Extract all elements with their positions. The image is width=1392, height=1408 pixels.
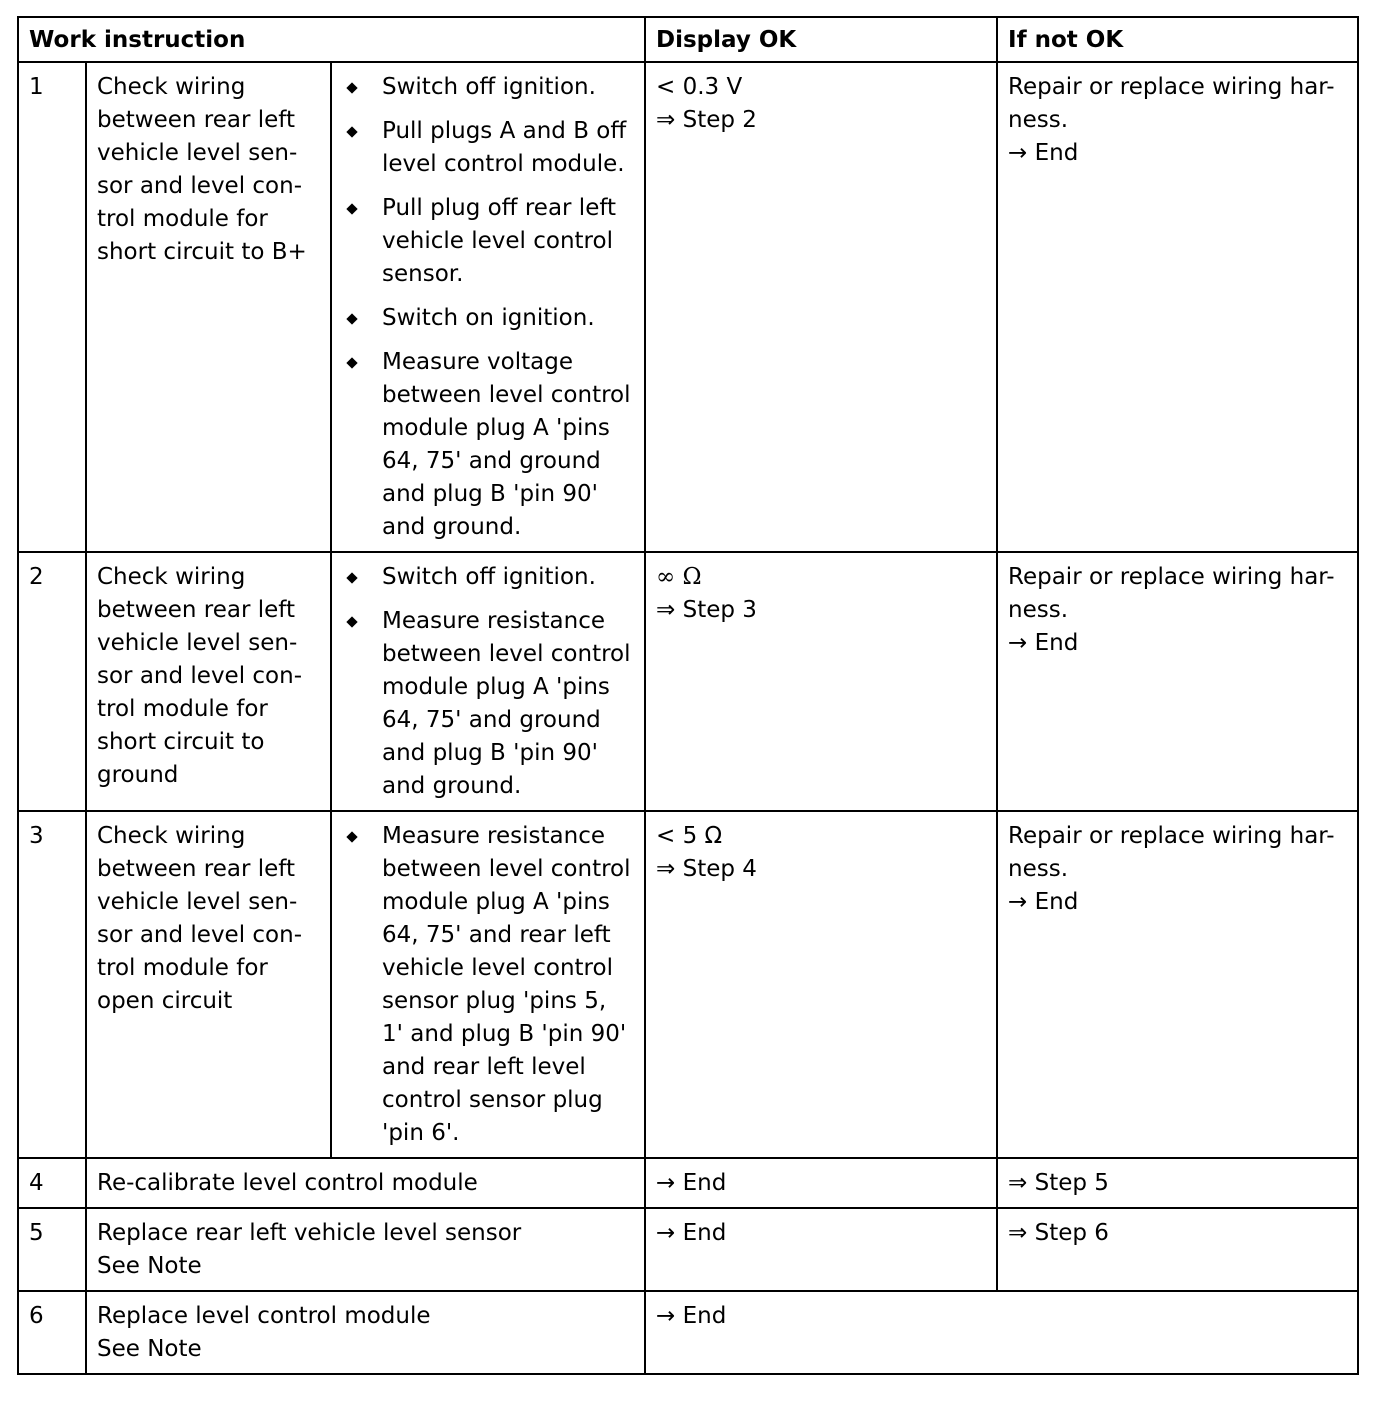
bullet-line: 1' and plug B 'pin 90' [382,1021,627,1047]
instruction-cell [86,1158,645,1208]
check-line: between rear left [97,856,295,882]
bullet-item [344,346,634,544]
if-not-ok-line: Repair or replace wiring har- [1008,823,1335,849]
bullet-line: 'pin 6'. [382,1120,460,1146]
instruction-line: Replace rear left vehicle level sensor [97,1220,522,1246]
table-row [18,62,1358,552]
display-ok-cell [645,811,997,1158]
diamond-bullet-icon [346,126,357,137]
bullet-list [344,820,634,1150]
check-line: vehicle level sen- [97,140,298,166]
procedure-steps [331,62,645,552]
diamond-bullet-icon [346,203,357,214]
if-not-ok-line: ness. [1008,856,1069,882]
diamond-bullet-icon [346,82,357,93]
bullet-line: and ground. [382,514,522,540]
step-number: 2 [18,552,86,811]
bullet-line: between level control [382,856,631,882]
bullet-item [344,820,634,1150]
bullet-item [344,561,634,594]
bullet-line: and ground. [382,773,522,799]
bullet-line: and plug B 'pin 90' [382,740,598,766]
bullet-line: module plug A 'pins [382,415,610,441]
bullet-line: Measure voltage [382,349,573,375]
bullet-line: between level control [382,641,631,667]
check-line: between rear left [97,597,295,623]
check-line: trol module for [97,206,268,232]
if-not-ok-line: ⇒ Step 5 [1008,1170,1109,1196]
bullet-line: Switch on ignition. [382,305,595,331]
display-ok-next-step: ⇒ Step 2 [656,107,757,133]
if-not-ok-cell [997,1208,1358,1291]
instruction-cell [86,1291,645,1374]
check-line: sor and level con- [97,173,303,199]
instruction-cell [86,1208,645,1291]
step-number: 5 [18,1208,86,1291]
display-ok-cell [645,552,997,811]
display-ok-next-step: → End [656,1220,727,1246]
check-line: vehicle level sen- [97,630,298,656]
check-description [86,62,331,552]
check-line: Check wiring [97,564,246,590]
display-ok-value: ∞ Ω [656,564,702,590]
bullet-line: level control module. [382,151,625,177]
step-number: 6 [18,1291,86,1374]
bullet-item [344,605,634,803]
see-note-reference: See Note [97,1336,202,1362]
header-display-ok: Display OK [645,17,997,62]
bullet-line: and rear left level [382,1054,586,1080]
diamond-bullet-icon [346,831,357,842]
bullet-line: control sensor plug [382,1087,603,1113]
bullet-list [344,561,634,803]
header-work-instruction: Work instruction [18,17,645,62]
if-not-ok-cell [997,811,1358,1158]
check-line: open circuit [97,988,233,1014]
header-row [18,17,1358,62]
if-not-ok-line: → End [1008,140,1079,166]
table-row [18,1208,1358,1291]
display-ok-value: < 5 Ω [656,823,723,849]
bullet-line: Measure resistance [382,823,606,849]
check-line: short circuit to [97,729,265,755]
display-ok-cell [645,62,997,552]
bullet-item [344,115,634,181]
work-instruction-table [17,16,1359,1375]
table-row [18,811,1358,1158]
if-not-ok-line: ness. [1008,107,1069,133]
bullet-line: Pull plug off rear left [382,195,617,221]
display-ok-next-step: ⇒ Step 4 [656,856,757,882]
if-not-ok-line: ⇒ Step 6 [1008,1220,1109,1246]
check-line: vehicle level sen- [97,889,298,915]
header-if-not-ok: If not OK [997,17,1358,62]
bullet-line: vehicle level control [382,228,613,254]
instruction-line: Replace level control module [97,1303,431,1329]
bullet-item [344,302,634,335]
check-description [86,811,331,1158]
bullet-line: Switch off ignition. [382,74,596,100]
if-not-ok-cell [997,552,1358,811]
bullet-item [344,192,634,291]
diamond-bullet-icon [346,357,357,368]
if-not-ok-line: Repair or replace wiring har- [1008,564,1335,590]
display-ok-next-step: ⇒ Step 3 [656,597,757,623]
display-ok-next-step: → End [656,1170,727,1196]
check-line: trol module for [97,955,268,981]
if-not-ok-line: → End [1008,630,1079,656]
bullet-line: between level control [382,382,631,408]
display-ok-cell [645,1208,997,1291]
bullet-line: sensor. [382,261,464,287]
procedure-steps [331,552,645,811]
see-note-reference: See Note [97,1253,202,1279]
if-not-ok-line: Repair or replace wiring har- [1008,74,1335,100]
table-row [18,552,1358,811]
check-line: Check wiring [97,74,246,100]
if-not-ok-cell [997,62,1358,552]
bullet-line: 64, 75' and ground [382,707,601,733]
bullet-line: Switch off ignition. [382,564,596,590]
bullet-line: Measure resistance [382,608,606,634]
diamond-bullet-icon [346,313,357,324]
bullet-line: sensor plug 'pins 5, [382,988,607,1014]
step-number: 1 [18,62,86,552]
bullet-line: Pull plugs A and B off [382,118,627,144]
diamond-bullet-icon [346,616,357,627]
bullet-list [344,71,634,544]
check-line: sor and level con- [97,663,303,689]
check-line: between rear left [97,107,295,133]
procedure-steps [331,811,645,1158]
bullet-line: and plug B 'pin 90' [382,481,598,507]
diamond-bullet-icon [346,572,357,583]
if-not-ok-line: → End [1008,889,1079,915]
check-line: ground [97,762,179,788]
display-ok-value: < 0.3 V [656,74,743,100]
bullet-line: vehicle level control [382,955,613,981]
check-line: sor and level con- [97,922,303,948]
bullet-line: 64, 75' and ground [382,448,601,474]
step-number: 4 [18,1158,86,1208]
bullet-line: module plug A 'pins [382,674,610,700]
bullet-line: module plug A 'pins [382,889,610,915]
check-line: short circuit to B+ [97,239,307,265]
table-row [18,1291,1358,1374]
display-ok-next-step: → End [656,1303,727,1329]
instruction-line: Re-calibrate level control module [97,1170,478,1196]
step-number: 3 [18,811,86,1158]
check-line: trol module for [97,696,268,722]
bullet-item [344,71,634,104]
display-ok-cell [645,1158,997,1208]
check-description [86,552,331,811]
display-ok-cell [645,1291,1358,1374]
check-line: Check wiring [97,823,246,849]
bullet-line: 64, 75' and rear left [382,922,611,948]
if-not-ok-line: ness. [1008,597,1069,623]
if-not-ok-cell [997,1158,1358,1208]
table-row [18,1158,1358,1208]
